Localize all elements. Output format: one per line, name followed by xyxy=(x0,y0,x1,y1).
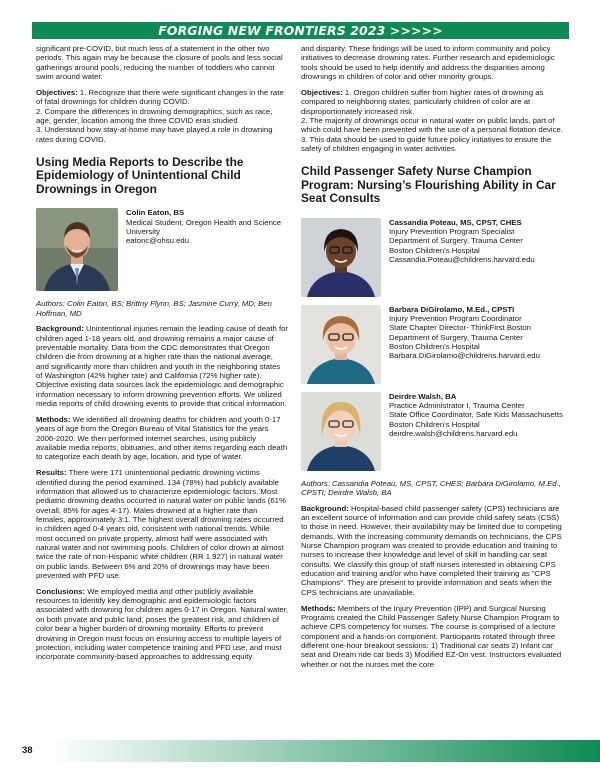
article-title: Using Media Reports to Describe the Epidemiology of Unintentional Child Drownings in Oregon xyxy=(36,154,244,196)
authors-label: Authors: xyxy=(301,478,330,488)
presenter-card xyxy=(301,392,565,471)
presenter-title: Injury Prevention Program Specialist xyxy=(389,226,515,236)
presenter-role: State Chapter Director- ThinkFirst Boston xyxy=(389,323,531,333)
presenter-photo xyxy=(301,218,381,297)
methods-paragraph xyxy=(36,415,288,462)
background-paragraph xyxy=(301,504,565,597)
presenter-name: Barbara DiGirolamo, M.Ed., CPSTI xyxy=(389,304,515,314)
presenter-hospital: Boston Children’s Hospital xyxy=(389,245,480,255)
methods-text: Members of the Injury Prevention (IPP) and Surgical Nursing Programs created the Child Passenger Safety Nurse Champion Program to achieve CPS competency for nurses. The course is comprised of a lecture component and a hands-on component. Participants rotated through three different one-hour breakout sessions: 1) Traditional car seats 2) Infant car seat and Dream ride car beds 3) Modified EZ-On vest. Instructors evaluated whether or not the nurses met the core xyxy=(301,603,562,669)
presenter-department: Department of Surgery, Trauma Center xyxy=(389,236,523,246)
objective-1: 1. Recognize that there were significant changes in the rate of fatal drownings for children during COVID. xyxy=(36,87,284,107)
presenter-email: eatonc@ohsu.edu xyxy=(126,236,190,246)
presenter-photo xyxy=(36,208,118,291)
page-number: 38 xyxy=(22,745,33,756)
authors-line xyxy=(36,299,288,318)
methods-paragraph xyxy=(301,604,565,669)
continued-text: significant pre-COVID, but much less of a statement in the other two periods. This again may be because the closure of pools and less social gatherings around pools, reducing the number of toddlers who cannot swim around water. xyxy=(36,44,283,82)
presenter-info xyxy=(389,218,535,265)
left-column xyxy=(36,44,288,668)
objectives-paragraph xyxy=(301,88,565,153)
presenter-info xyxy=(126,208,288,245)
objective-2: 2. The majority of drownings occur in natural water on public lands, part of which could have been prevented with the use of a personal flotation device. xyxy=(301,115,563,135)
presenter-card xyxy=(301,218,565,297)
objective-3: 3. This data should be used to guide future policy initiatives to ensure the safety of children engaging in water activities. xyxy=(301,134,552,153)
presenter-info xyxy=(389,305,540,361)
presenter-affiliation: Medical Student, Oregon Health and Science University xyxy=(126,217,282,236)
presenter-name: Colin Eaton, BS xyxy=(126,208,185,218)
objectives-paragraph xyxy=(36,88,288,144)
objectives-label: Objectives: xyxy=(301,87,343,97)
methods-text: We identified all drowning deaths for children and youth 0-17 years of age from the Oregon Bureau of Vital Statistics for the years 2006-2020. We then performed internet searches, using publicly available media reports, obituaries, and other items regarding each death to categorize each death by age, location, and type of water. xyxy=(36,414,288,462)
presenter-department: Department of Surgery, Trauma Center xyxy=(389,332,523,342)
presenter-photo xyxy=(301,392,381,471)
methods-label: Methods: xyxy=(36,414,71,424)
footer-bar xyxy=(0,740,600,762)
presenter-email: Barbara.DiGirolamo@childrens.harvard.edu xyxy=(389,351,540,361)
continued-text: and disparity. These findings will be used to inform community and policy initiatives to decrease drowning rates. Further research and epidemiologic tools should be used to help identify and address the disparities among drownings in children of color and other minority groups. xyxy=(301,44,555,82)
background-label: Background: xyxy=(36,324,84,334)
header-banner: FORGING NEW FRONTIERS 2023 >>>>> xyxy=(32,22,569,39)
presenter-hospital: Boston Children’s Hospital xyxy=(389,341,480,351)
authors-names: Colin Eaton, BS; Brittny Flynn, BS; Jasmine Curry, MD; Ben Hoffman, MD xyxy=(36,299,272,318)
results-paragraph xyxy=(36,468,288,580)
background-text: Unintentional injuries remain the leading cause of death for children aged 1-18 years old, and drowning remains a major cause of preventable mortality. Data from the CDC demonstrates that Oregon children die from drowning at a higher rate than the national average, and significantly more than children and youth in the neighboring states of Washington (42% higher rate) and California (72% higher rate). Objective existing data sources lack the epidemiologic and demographic information necessary to inform drowning prevention efforts. We utilized media reports of child drowning events to provide that critical information. xyxy=(36,324,289,409)
presenter-email: Cassandia.Poteau@childrens.harvard.edu xyxy=(389,254,535,264)
authors-label: Authors: xyxy=(36,299,65,309)
presenter-title: Injury Prevention Program Coordinator xyxy=(389,313,522,323)
methods-label: Methods: xyxy=(301,603,336,613)
presenter-card xyxy=(301,305,565,384)
presenter-card xyxy=(36,208,288,291)
presenter-email: deirdre.walsh@childrens.harvard.edu xyxy=(389,428,518,438)
presenter-photo xyxy=(301,305,381,384)
conclusions-paragraph xyxy=(36,587,288,662)
conclusions-label: Conclusions: xyxy=(36,586,86,596)
presenter-info xyxy=(389,392,563,439)
background-paragraph xyxy=(36,324,288,408)
authors-line xyxy=(301,479,565,498)
objective-3: 3. Understand how stay-at-home may have played a role in drowning rates during COVID. xyxy=(36,125,273,144)
conclusions-text: We employed media and other publicly available resources to identify key demographic and epidemiologic factors associated with drowning for children ages 0-17 in Oregon. Natural water, on both private and public land, poses the greatest risk, and children of color bear a higher burden of drowning mortality. Efforts to prevent drowning in Oregon must focus on ensuring access to multiple layers of protection, including water competence training and PFD use, and must incorporate community-based approaches to addressing equity xyxy=(36,586,289,662)
article-title: Child Passenger Safety Nurse Champion Program: Nursing’s Flourishing Ability in Car Seat Consults xyxy=(301,164,556,206)
presenter-hospital: Boston Children’s Hospital xyxy=(389,419,480,429)
right-column xyxy=(301,44,565,676)
presenter-role: State Office Coordinator, Safe Kids Massachusetts xyxy=(389,410,563,420)
background-text: Hospital-based child passenger safety (CPS) technicians are an excellent source of information and can provide child safety seats (CSS) to those in need. However, their availability may be limited due to competing demands. With the increasing community demands on technicians, the CPS Nurse Champion program was created to provide education and training to nurses to increase their knowledge and level of skill in handling car seat consults. We classify this group of staff nurses interested in obtaining CPS education and training and/or who have completed their training as "CPS Champions". They are present to provide information and seats when the CPS technicians are unavailable. xyxy=(301,503,562,597)
presenter-title: Practice Administrator I, Trauma Center xyxy=(389,400,525,410)
authors-names: Cassandia Poteau, MS, CPST, CHES; Barbara DiGirolamo, M.Ed., CPSTI; Deirdre Walsh, BA xyxy=(301,478,561,497)
presenter-name: Deirdre Walsh, BA xyxy=(389,391,457,401)
objective-1: 1. Oregon children suffer from higher rates of drowning as compared to neighboring states, particularly children of color are at disproportionately increased risk. xyxy=(301,87,544,116)
presenter-name: Cassandia Poteau, MS, CPST, CHES xyxy=(389,217,522,227)
results-text: There were 171 unintentional pediatric drowning victims identified during the period examined. 134 (78%) had publicly available information that allowed us to characterize epidemiologic factors. Most pediatric drowning deaths occurred in natural water on public lands (61% overall, 85% for ages 4-17). Males drowned at a higher rate than females, approximately 3:1. The highest overall drowning rates occurred in children aged 0-4 years old, consistent with national trends. While most occurred on private property, almost half were associated with natural water and not swimming pools. Children of color drown at almost twice the rate of non-Hispanic white children (RR 1.927) in natural water on public lands. Between 6% and 20% of drownings may have been prevented with PFD use. xyxy=(36,468,286,580)
objectives-label: Objectives: xyxy=(36,87,78,97)
results-label: Results: xyxy=(36,468,67,478)
background-label: Background: xyxy=(301,503,349,513)
objective-2: 2. Compare the differences in drowning demographics, such as race, age, gender, location among the three COVID eras studied xyxy=(36,106,273,125)
